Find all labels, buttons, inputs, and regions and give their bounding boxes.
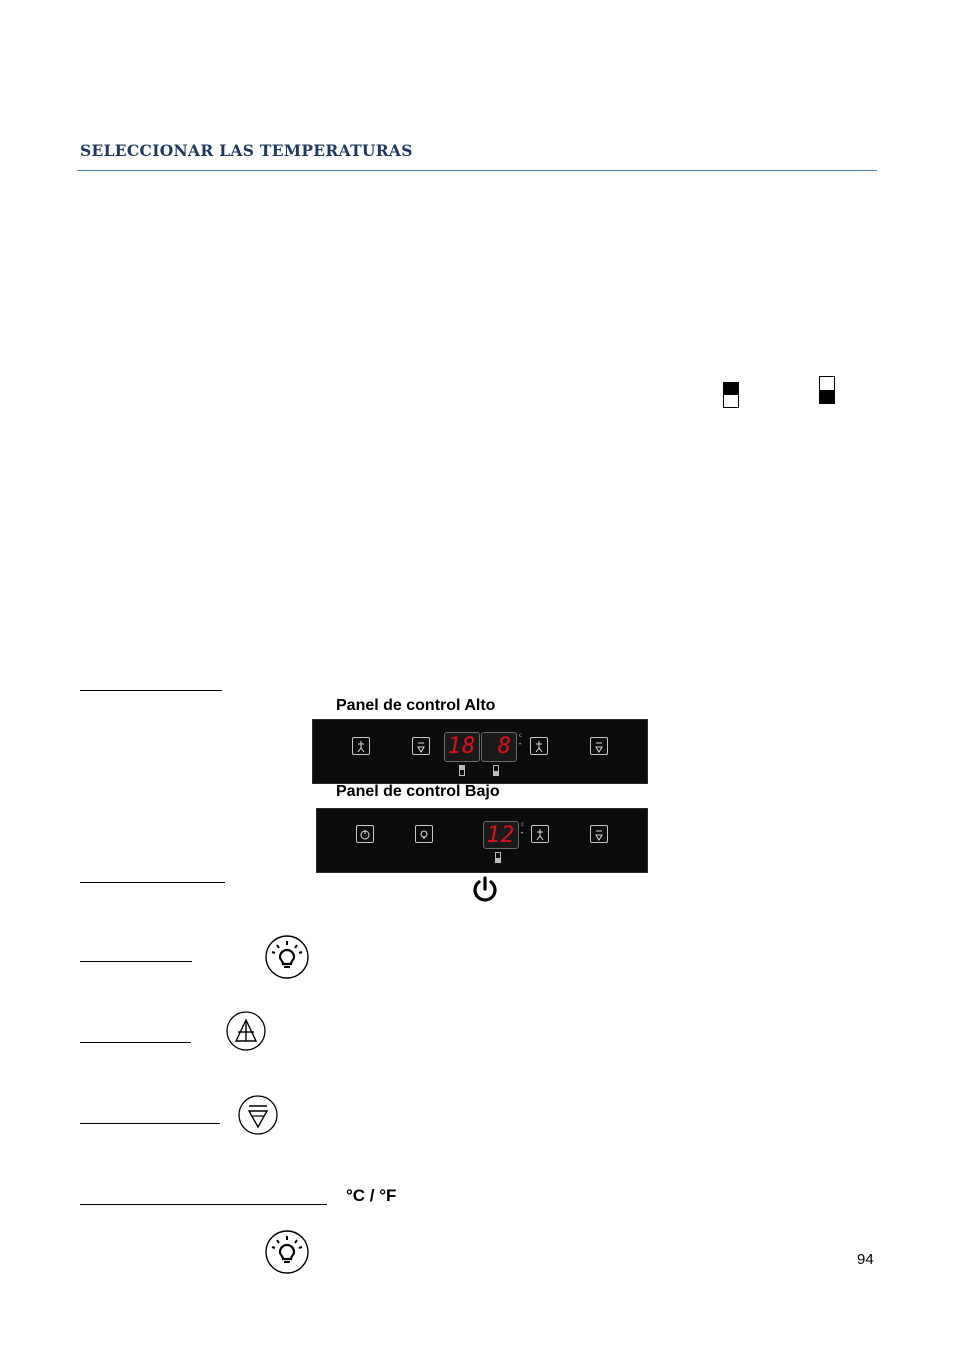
display-single: 12	[483, 821, 519, 849]
temp-up-button[interactable]	[530, 737, 548, 755]
page-number: 94	[857, 1251, 874, 1268]
temp-up-icon	[531, 738, 549, 756]
temp-down-button[interactable]	[590, 825, 608, 843]
power-button[interactable]	[356, 825, 374, 843]
underline	[80, 1042, 191, 1043]
compartment-upper-icon	[723, 382, 739, 408]
units-label: °C / °F	[346, 1186, 397, 1205]
light-icon	[263, 1229, 311, 1275]
underline	[80, 882, 225, 883]
temp-up-icon	[353, 738, 371, 756]
temp-down-button[interactable]	[412, 737, 430, 755]
temp-up-button[interactable]	[531, 825, 549, 843]
compartment-lower-icon	[819, 376, 835, 404]
control-panel-alto	[312, 719, 648, 784]
light-icon	[416, 826, 434, 844]
panel-alto-label: Panel de control Alto	[336, 697, 496, 714]
temp-down-icon	[413, 738, 431, 756]
display-upper: 18	[444, 732, 480, 762]
temp-up-button[interactable]	[352, 737, 370, 755]
temp-down-icon	[236, 1094, 280, 1136]
unit-f-indicator: •	[519, 742, 522, 748]
underline	[80, 1123, 220, 1124]
heading-rule	[77, 170, 877, 171]
lower-indicator-icon	[493, 765, 499, 776]
underline	[80, 690, 222, 691]
section-heading: SELECCIONAR LAS TEMPERATURAS	[80, 141, 413, 160]
temp-up-icon	[224, 1010, 268, 1052]
power-icon	[357, 826, 375, 844]
temp-down-icon	[591, 738, 609, 756]
temp-up-icon	[532, 826, 550, 844]
light-button[interactable]	[415, 825, 433, 843]
underline	[80, 961, 192, 962]
unit-c-indicator: c	[519, 733, 522, 739]
unit-c-indicator: c	[521, 822, 524, 828]
upper-indicator-icon	[459, 765, 465, 776]
control-panel-bajo	[316, 808, 648, 873]
underline	[80, 1204, 327, 1205]
power-icon	[470, 875, 500, 903]
temp-down-button[interactable]	[590, 737, 608, 755]
lower-indicator-icon	[495, 852, 501, 863]
light-icon	[263, 934, 311, 980]
display-lower: 8	[481, 732, 517, 762]
temp-down-icon	[591, 826, 609, 844]
unit-f-indicator: •	[521, 831, 524, 837]
panel-bajo-label: Panel de control Bajo	[336, 783, 500, 800]
